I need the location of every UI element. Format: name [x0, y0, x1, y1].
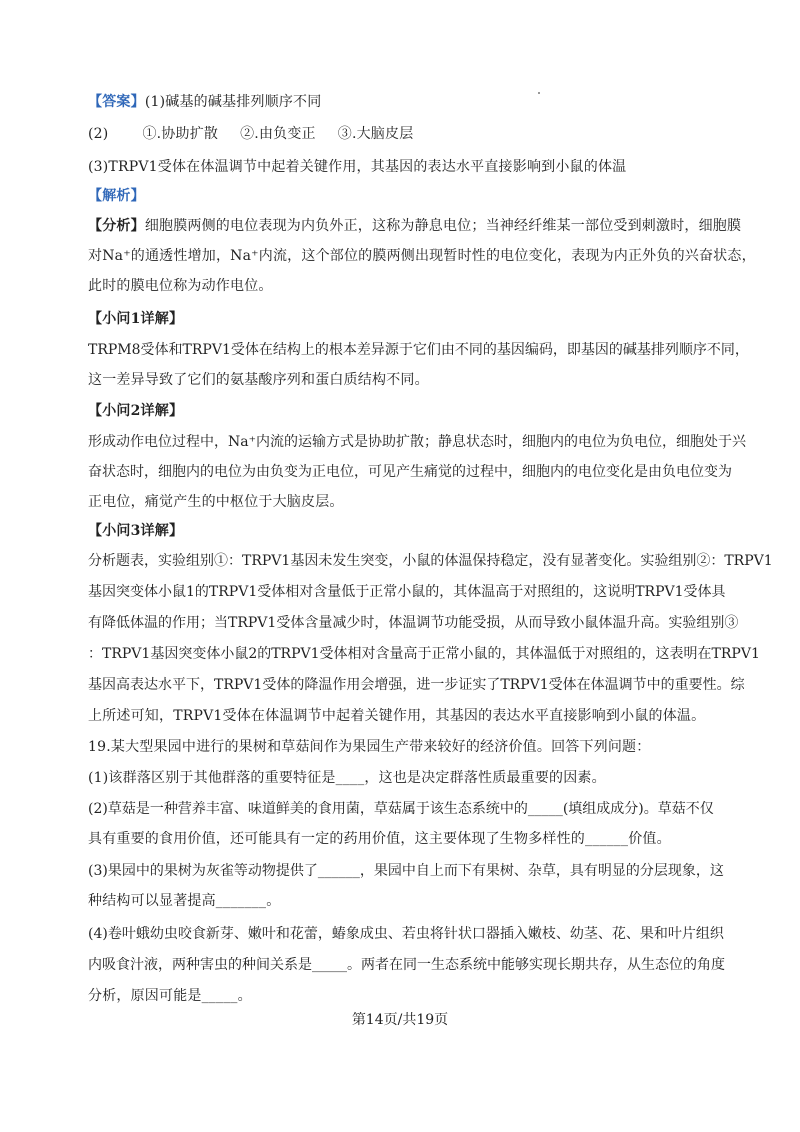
fenxi-text-1: 细胞膜两侧的电位表现为内负外正，这称为静息电位；当神经纤维某一部位受到刺激时，细胞膜 [144, 218, 742, 234]
sub1-line-1: TRPM8受体和TRPV1受体在结构上的根本差异源于它们由不同的基因编码，即基因的碱基排列顺序不同， [88, 342, 749, 358]
answer-q3: (3)TRPV1受体在体温调节中起着关键作用，其基因的表达水平直接影响到小鼠的体温 [88, 159, 627, 175]
sub3-line-3: 有降低体温的作用；当TRPV1受体含量减少时，体温调节功能受损，从而导致小鼠体温升高。实验组别③ [88, 615, 739, 631]
q19-part-3-line-1: (3)果园中的果树为灰雀等动物提供了______，果园中自上而下有果树、杂草，具有明显的分层现象，这 [88, 863, 724, 879]
sub3-line-1: 分析题表，实验组别①：TRPV1基因未发生突变，小鼠的体温保持稳定，没有显著变化。实验组别②：TRPV1 [88, 553, 773, 569]
q19-part-2-line-2: 具有重要的食用价值，还可能具有一定的药用价值，这主要体现了生物多样性的______价值。 [88, 831, 671, 847]
fenxi-line-1 [88, 216, 741, 236]
answer-q1: (1)碱基的碱基排列顺序不同 [144, 94, 322, 110]
sub2-line-3: 正电位，痛觉产生的中枢位于大脑皮层。 [88, 494, 344, 510]
sub2-line-2: 奋状态时，细胞内的电位为由负变为正电位，可见产生痛觉的过程中，细胞内的电位变化是由负电位变为 [88, 464, 732, 480]
answer-q2-b: ②.由负变正 [240, 126, 316, 142]
q19-part-4-line-3: 分析，原因可能是_____。 [88, 988, 252, 1004]
sub3-line-5: 基因高表达水平下，TRPV1受体的降温作用会增强，进一步证实了TRPV1受体在体温调节中的重要性。综 [88, 677, 745, 693]
answer-line-1 [88, 92, 321, 112]
sub3-line-2: 基因突变体小鼠1的TRPV1受体相对含量低于正常小鼠的，其体温高于对照组的，这说明TRPV1受体具 [88, 584, 726, 600]
q19-part-4-line-2: 内吸食汁液，两种害虫的种间关系是_____。两者在同一生态系统中能够实现长期共存，从生态位的角度 [88, 957, 725, 973]
sub3-line-4: ：TRPV1基因突变体小鼠2的TRPV1受体相对含量高于正常小鼠的，其体温低于对照组的，这表明在TRPV1 [88, 646, 760, 662]
scan-speck [538, 92, 540, 94]
answer-q2-c: ③.大脑皮层 [337, 126, 414, 142]
fenxi-line-3: 此时的膜电位称为动作电位。 [88, 278, 273, 294]
fenxi-line-2: 对Na⁺的通透性增加，Na⁺内流，这个部位的膜两侧出现暂时性的电位变化，表现为内正外负的兴奋状态， [88, 248, 756, 264]
answer-tag: 【答案】 [88, 94, 145, 110]
sub2-line-1: 形成动作电位过程中，Na⁺内流的运输方式是协助扩散；静息状态时，细胞内的电位为负电位，细胞处于兴 [88, 434, 746, 450]
fenxi-tag: 【分析】 [88, 218, 145, 234]
q19-part-2-line-1: (2)草菇是一种营养丰富、味道鲜美的食用菌，草菇属于该生态系统中的_____(填组成成分)。草菇不仅 [88, 801, 714, 817]
answer-q2-a: ①.协助扩散 [142, 126, 219, 142]
sub2-tag: 【小问2详解】 [88, 403, 184, 419]
q19-stem: 19.某大型果园中进行的果树和草菇间作为果园生产带来较好的经济价值。回答下列问题： [88, 739, 651, 755]
sub3-line-6: 上所述可知，TRPV1受体在体温调节中起着关键作用，其基因的表达水平直接影响到小鼠的体温。 [88, 708, 706, 724]
sub1-line-2: 这一差异导致了它们的氨基酸序列和蛋白质结构不同。 [88, 372, 429, 388]
q19-part-1: (1)该群落区别于其他群落的重要特征是____，这也是决定群落性质最重要的因素。 [88, 770, 606, 786]
sub3-tag: 【小问3详解】 [88, 523, 184, 539]
answer-line-2 [88, 124, 413, 144]
answer-q2-prefix: (2) [88, 126, 109, 142]
page-footer: 第14页/共19页 [351, 1012, 449, 1028]
q19-part-3-line-2: 种结构可以显著提高_______。 [88, 893, 281, 909]
analysis-tag: 【解析】 [88, 188, 145, 204]
sub1-tag: 【小问1详解】 [88, 311, 184, 327]
q19-part-4-line-1: (4)卷叶蛾幼虫咬食新芽、嫩叶和花蕾，蝽象成虫、若虫将针状口器插入嫩枝、幼茎、花、果和叶片组织 [88, 926, 724, 942]
